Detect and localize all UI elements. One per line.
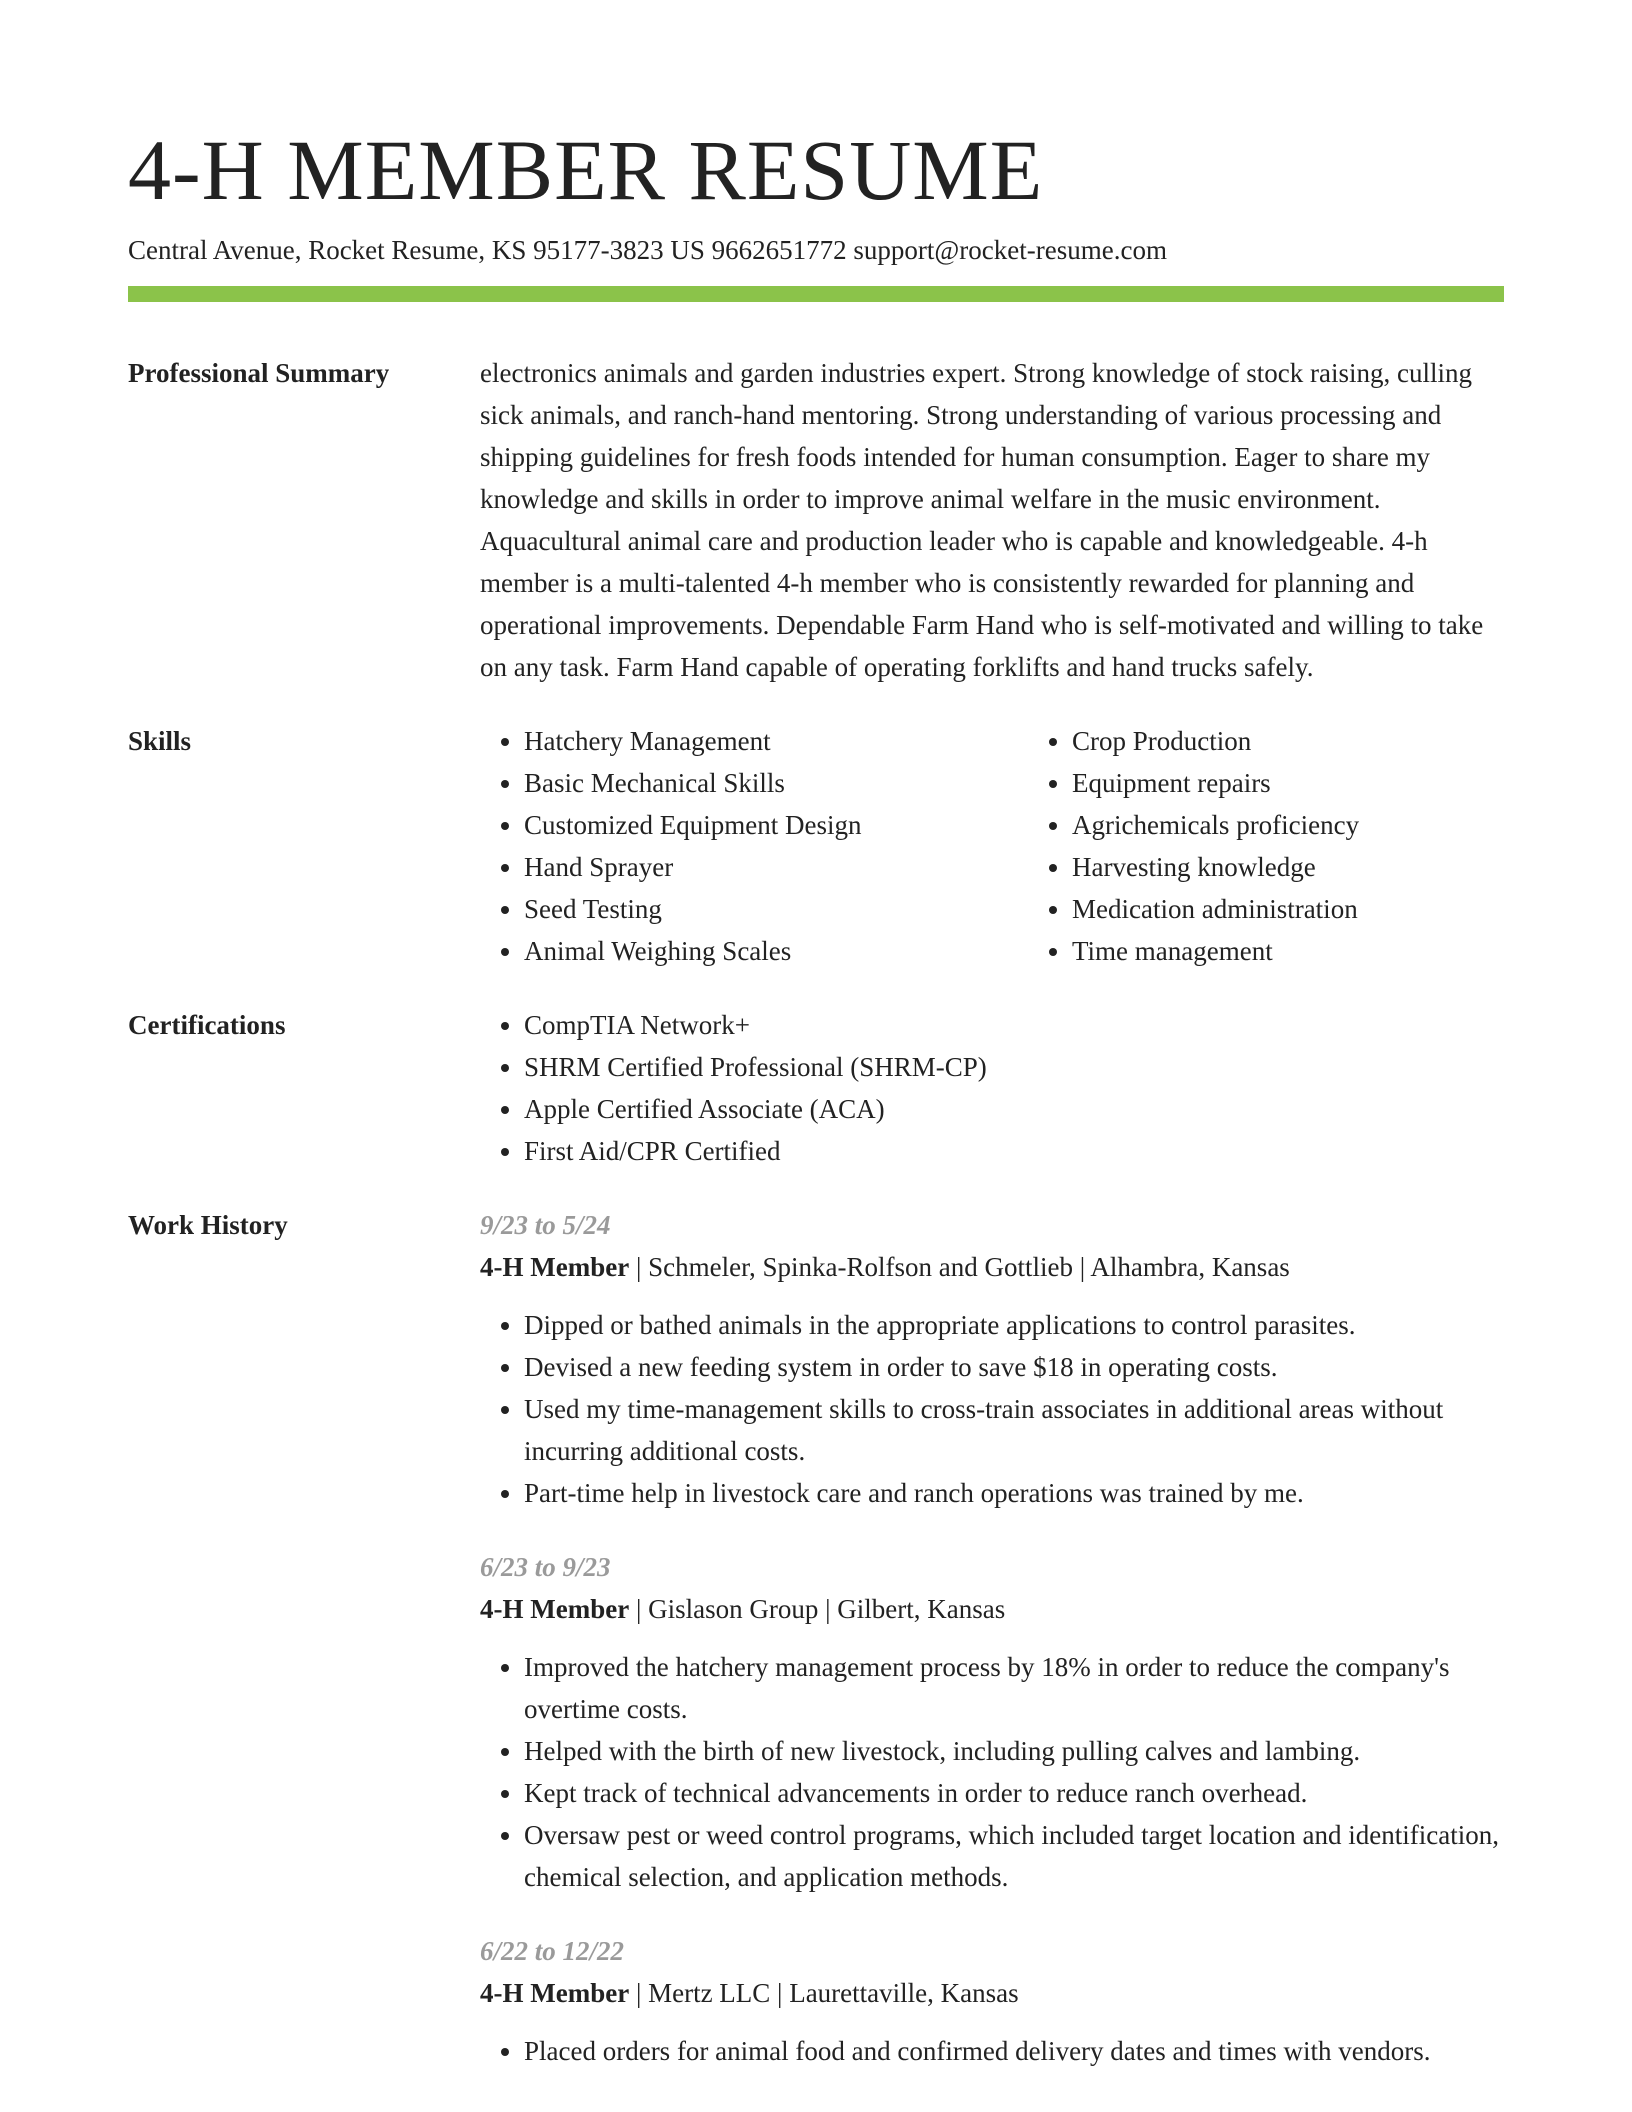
skill-item: • Time management	[1072, 930, 1576, 972]
job-bullet: • Kept track of technical advancements in order to reduce ranch overhead.	[524, 1772, 1504, 1814]
summary-section	[128, 352, 1504, 688]
skills-list-right	[1028, 720, 1576, 972]
summary-body	[480, 352, 1504, 688]
job-bullet: • Used my time-management skills to cross-train associates in additional areas without incurring additional costs.	[524, 1388, 1504, 1472]
job-bullets	[480, 1646, 1504, 1898]
certifications-section	[128, 1004, 1504, 1172]
work-history-body	[480, 1204, 1504, 2072]
job-bullet: • Dipped or bathed animals in the appropriate applications to control parasites.	[524, 1304, 1504, 1346]
certifications-list	[480, 1004, 1504, 1172]
certification-item: • Apple Certified Associate (ACA)	[524, 1088, 1504, 1130]
accent-divider	[128, 286, 1504, 302]
work-history-section	[128, 1204, 1504, 2072]
skill-item: • Hand Sprayer	[524, 846, 1028, 888]
job-role-line	[480, 1246, 1504, 1288]
job-bullet: • Improved the hatchery management process by 18% in order to reduce the company's overtime costs.	[524, 1646, 1504, 1730]
skill-item: • Harvesting knowledge	[1072, 846, 1576, 888]
skills-label: Skills	[128, 726, 192, 756]
skills-columns	[480, 720, 1576, 972]
job-dates: 6/22 to 12/22	[480, 1936, 625, 1966]
skill-item: • Seed Testing	[524, 888, 1028, 930]
summary-label: Professional Summary	[128, 358, 390, 388]
job-bullets	[480, 2030, 1504, 2072]
job-bullet: • Oversaw pest or weed control programs, which included target location and identification, chemical selection, and application methods.	[524, 1814, 1504, 1898]
work-history-label: Work History	[128, 1210, 288, 1240]
job-role-line	[480, 1588, 1504, 1630]
contact-line: Central Avenue, Rocket Resume, KS 95177-3823 US 9662651772 support@rocket-resume.com	[128, 235, 1167, 265]
certification-item: • CompTIA Network+	[524, 1004, 1504, 1046]
certifications-label: Certifications	[128, 1010, 286, 1040]
skills-section	[128, 720, 1504, 972]
job-bullet: • Devised a new feeding system in order to save $18 in operating costs.	[524, 1346, 1504, 1388]
certification-item: • SHRM Certified Professional (SHRM-CP)	[524, 1046, 1504, 1088]
job-employer: | Gislason Group | Gilbert, Kansas	[629, 1594, 1006, 1624]
job-dates: 9/23 to 5/24	[480, 1210, 611, 1240]
resume-title: 4-H MEMBER RESUME	[128, 122, 1044, 218]
job-entry	[480, 1204, 1504, 1514]
skill-item: • Hatchery Management	[524, 720, 1028, 762]
job-bullet: • Helped with the birth of new livestock, including pulling calves and lambing.	[524, 1730, 1504, 1772]
skill-item: • Customized Equipment Design	[524, 804, 1028, 846]
job-bullet: • Placed orders for animal food and confirmed delivery dates and times with vendors.	[524, 2030, 1504, 2072]
certifications-body	[480, 1004, 1504, 1172]
job-title: 4-H Member	[480, 1252, 630, 1282]
job-bullet: • Part-time help in livestock care and ranch operations was trained by me.	[524, 1472, 1504, 1514]
skill-item: • Animal Weighing Scales	[524, 930, 1028, 972]
skill-item: • Basic Mechanical Skills	[524, 762, 1028, 804]
job-bullets	[480, 1304, 1504, 1514]
job-role-line	[480, 1972, 1504, 2014]
job-employer: | Schmeler, Spinka-Rolfson and Gottlieb | Alhambra, Kansas	[629, 1252, 1290, 1282]
skill-item: • Crop Production	[1072, 720, 1576, 762]
job-title: 4-H Member	[480, 1594, 630, 1624]
skill-item: • Agrichemicals proficiency	[1072, 804, 1576, 846]
resume-page	[128, 120, 1504, 2072]
job-employer: | Mertz LLC | Laurettaville, Kansas	[629, 1978, 1019, 2008]
job-entry	[480, 1930, 1504, 2072]
summary-text: electronics animals and garden industries expert. Strong knowledge of stock raising, culling sick animals, and ranch-hand mentoring. Strong understanding of various processing and shipping guidelines for fresh foods intended for human consumption. Eager to share my knowledge and skills in order to improve animal welfare in the music environment. Aquacultural animal care and production leader who is capable and knowledgeable. 4-h member is a multi-talented 4-h member who is consistently rewarded for planning and operational improvements. Dependable Farm Hand who is self-motivated and willing to take on any task. Farm Hand capable of operating forklifts and hand trucks safely.	[480, 358, 1484, 682]
skill-item: • Equipment repairs	[1072, 762, 1576, 804]
skill-item: • Medication administration	[1072, 888, 1576, 930]
job-entry	[480, 1546, 1504, 1898]
skills-list-left	[480, 720, 1028, 972]
certification-item: • First Aid/CPR Certified	[524, 1130, 1504, 1172]
job-dates: 6/23 to 9/23	[480, 1552, 611, 1582]
job-title: 4-H Member	[480, 1978, 630, 2008]
